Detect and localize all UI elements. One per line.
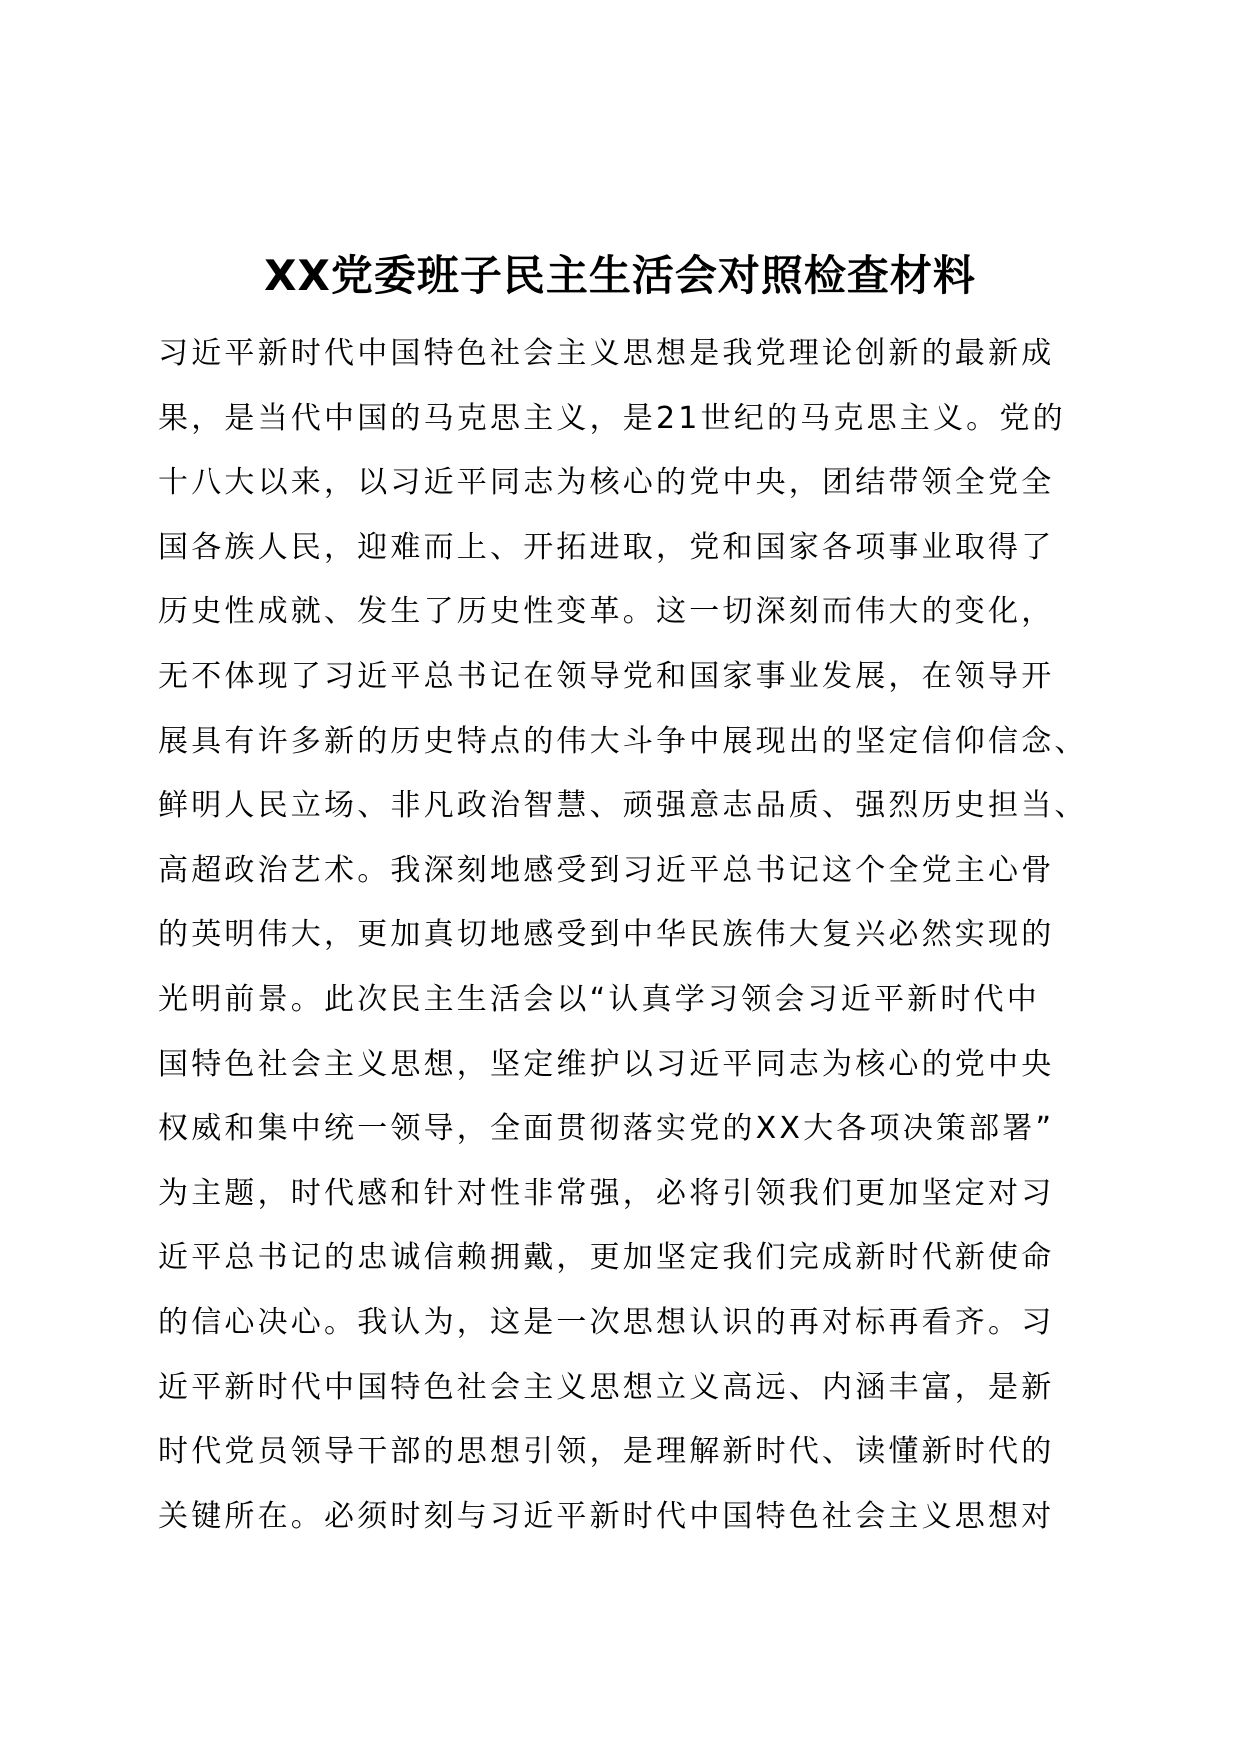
body-line: 历史性成就、发生了历史性变革。这一切深刻而伟大的变化， — [158, 594, 1055, 630]
body-line: 为主题，时代感和针对性非常强，必将引领我们更加坚定对习 — [158, 1175, 1055, 1211]
body-line: 十八大以来，以习近平同志为核心的党中央，团结带领全党全 — [158, 465, 1055, 501]
body-line: 的信心决心。我认为，这是一次思想认识的再对标再看齐。习 — [158, 1304, 1055, 1340]
document-body — [158, 322, 1098, 1549]
body-line: 习近平新时代中国特色社会主义思想是我党理论创新的最新成 — [158, 336, 1055, 371]
body-line: 权威和集中统一领导，全面贯彻落实党的XX大各项决策部署” — [158, 1111, 1055, 1147]
body-line: 鲜明人民立场、非凡政治智慧、顽强意志品质、强烈历史担当、 — [158, 788, 1088, 824]
body-line: 果，是当代中国的马克思主义，是21世纪的马克思主义。党的 — [158, 400, 1066, 436]
body-line: 光明前景。此次民主生活会以“认真学习领会习近平新时代中 — [158, 981, 1040, 1017]
body-line: 近平新时代中国特色社会主义思想立义高远、内涵丰富，是新 — [158, 1369, 1055, 1405]
body-line: 的英明伟大，更加真切地感受到中华民族伟大复兴必然实现的 — [158, 917, 1055, 953]
body-line: 近平总书记的忠诚信赖拥戴，更加坚定我们完成新时代新使命 — [158, 1240, 1055, 1276]
body-line: 展具有许多新的历史特点的伟大斗争中展现出的坚定信仰信念、 — [158, 723, 1088, 759]
body-line: 国特色社会主义思想，坚定维护以习近平同志为核心的党中央 — [158, 1046, 1055, 1082]
body-line: 时代党员领导干部的思想引领，是理解新时代、读懂新时代的 — [158, 1434, 1055, 1470]
body-line: 高超政治艺术。我深刻地感受到习近平总书记这个全党主心骨 — [158, 852, 1055, 888]
body-line: 无不体现了习近平总书记在领导党和国家事业发展，在领导开 — [158, 658, 1055, 694]
body-line: 国各族人民，迎难而上、开拓进取，党和国家各项事业取得了 — [158, 529, 1055, 565]
body-line: 关键所在。必须时刻与习近平新时代中国特色社会主义思想对 — [158, 1498, 1055, 1534]
document-title: XX党委班子民主生活会对照检查材料 — [264, 251, 976, 301]
